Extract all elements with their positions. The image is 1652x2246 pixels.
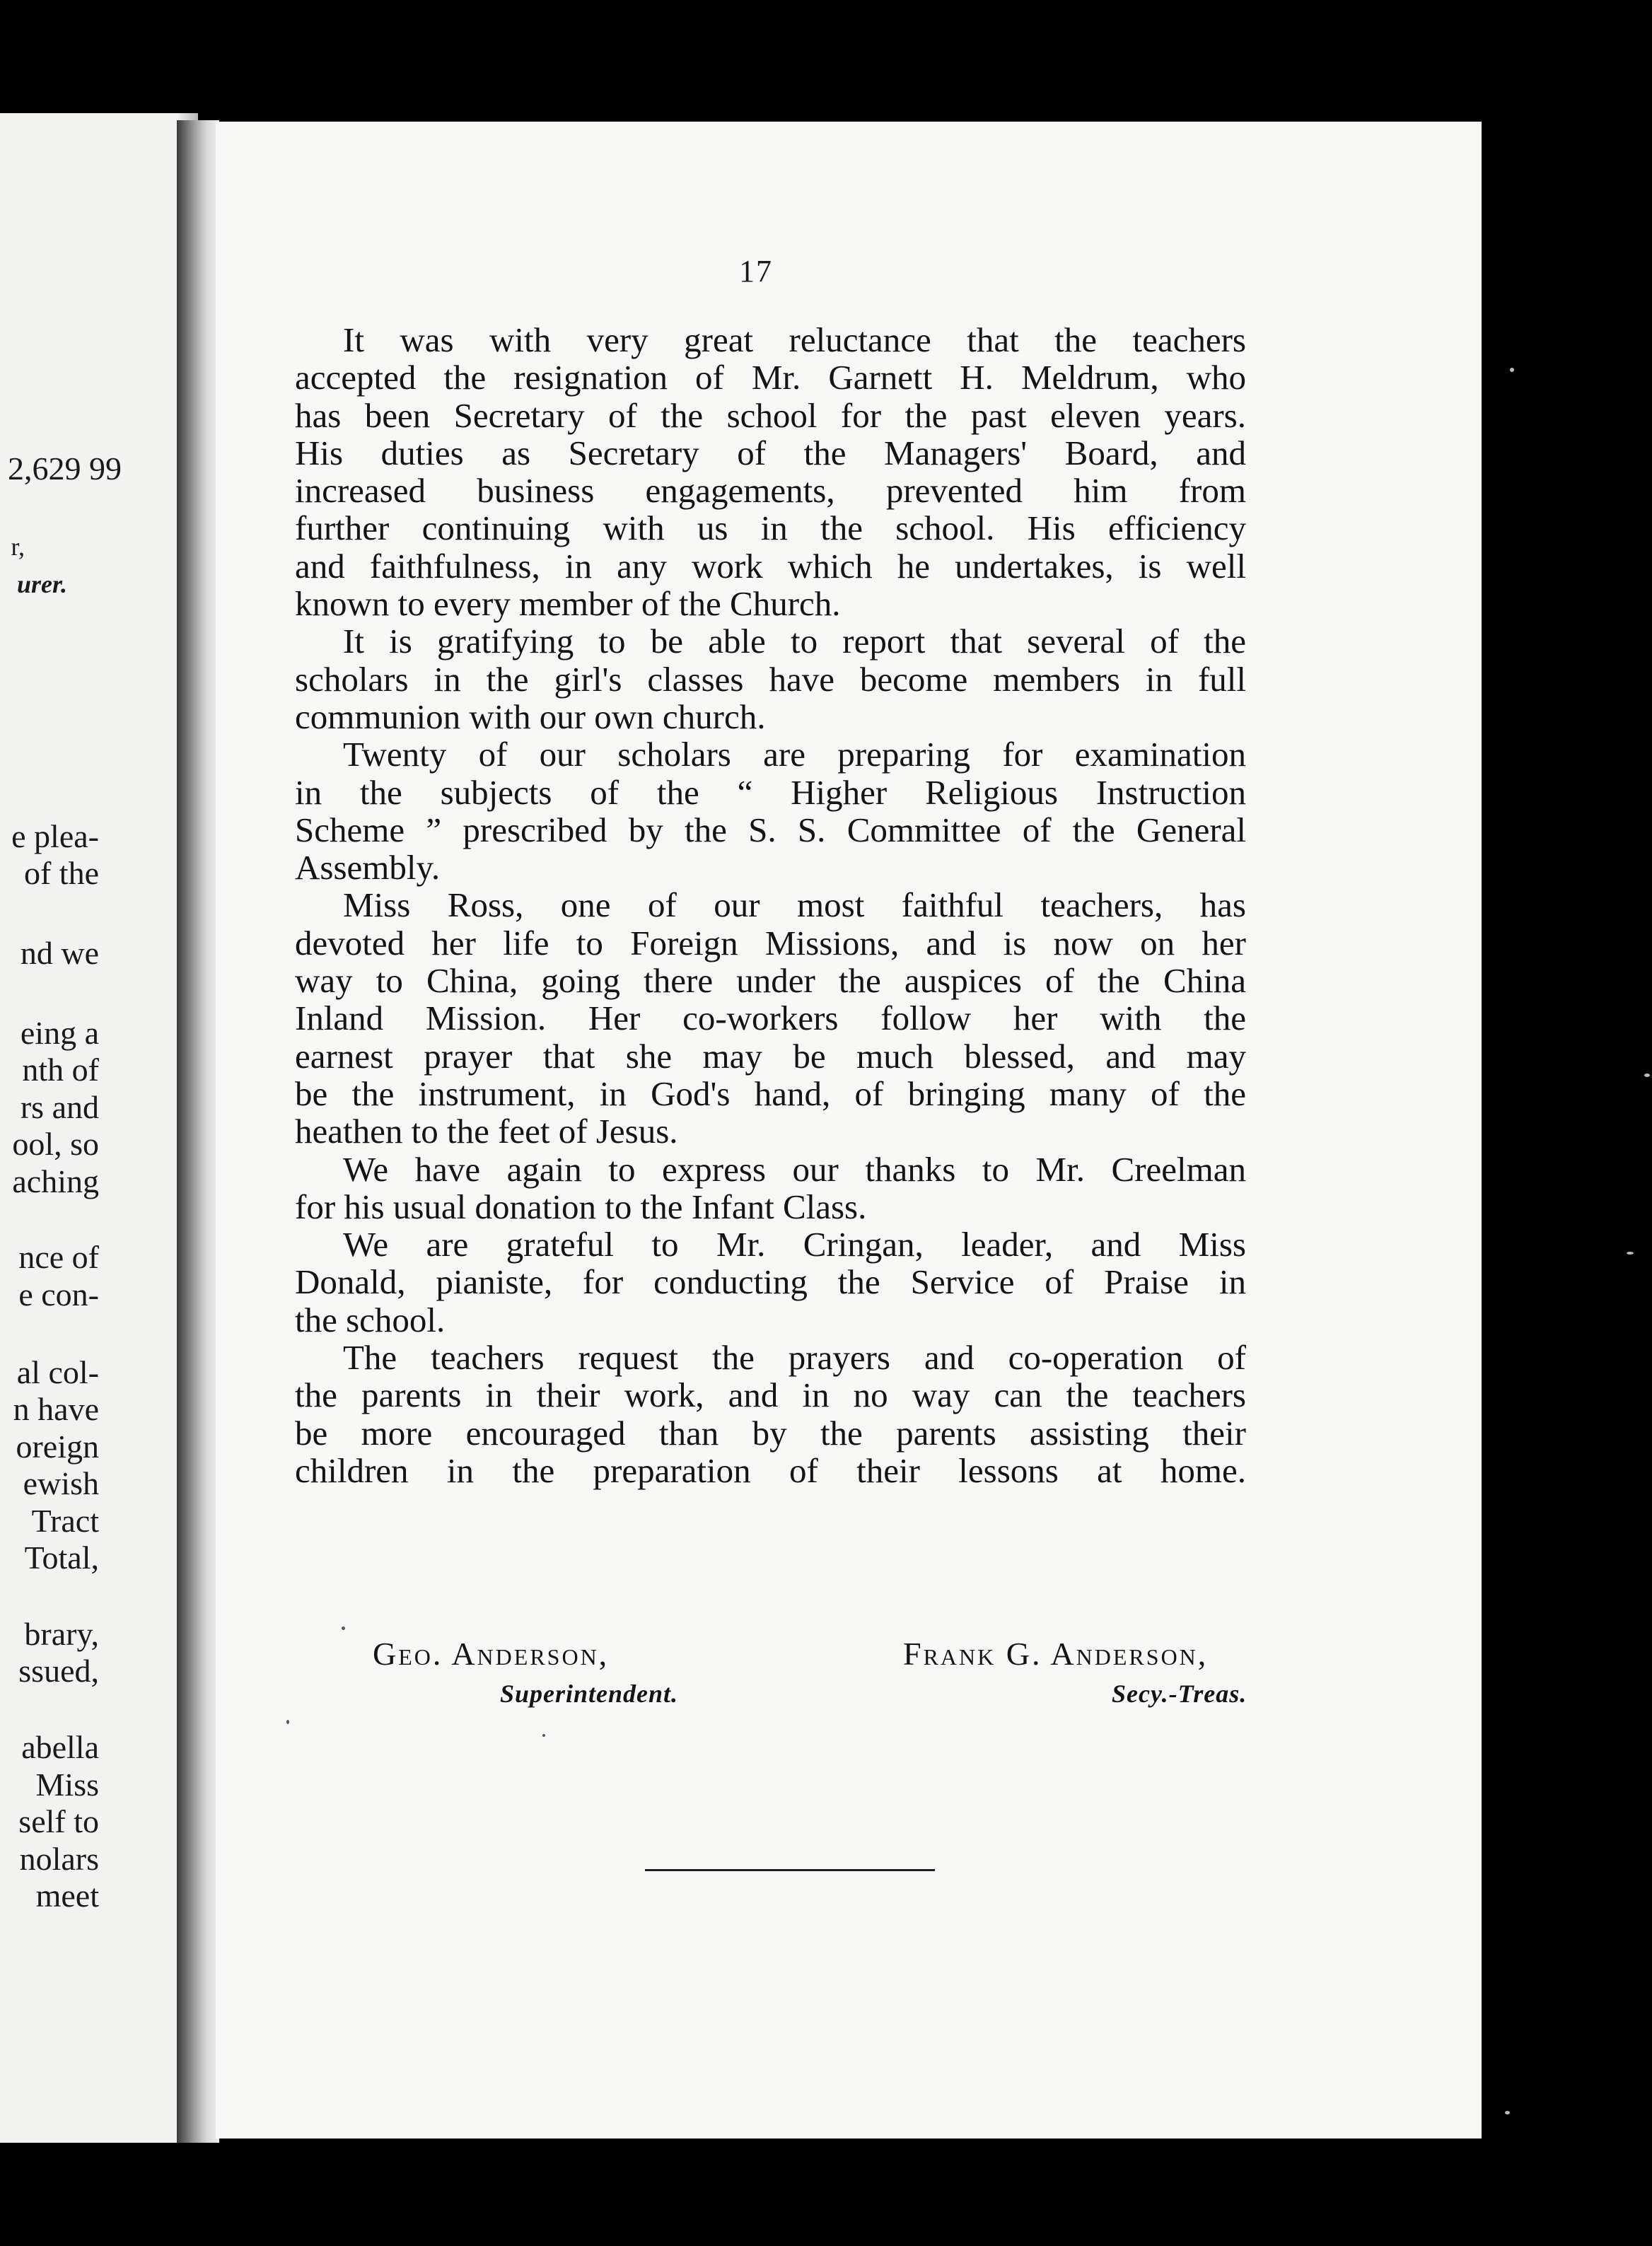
left-page-line: oreign xyxy=(16,1429,99,1465)
left-page-line: self to xyxy=(18,1803,99,1839)
text-line: Donald, pianiste, for conducting the Service of Praise in xyxy=(295,1262,1246,1302)
text-line: We have again to express our thanks to Mr. Creelman xyxy=(343,1149,1246,1189)
text-line: be the instrument, in God's hand, of bringing many of the xyxy=(295,1073,1246,1113)
paragraph xyxy=(295,1151,1246,1226)
text-line: and faithfulness, in any work which he undertakes, is well xyxy=(295,546,1246,586)
background-speck xyxy=(1505,2111,1510,2114)
text-line: Miss Ross, one of our most faithful teachers, has xyxy=(343,885,1246,925)
text-line: be more encouraged than by the parents assisting their xyxy=(295,1413,1246,1453)
text-line: for his usual donation to the Infant Class. xyxy=(295,1187,867,1226)
text-line: His duties as Secretary of the Managers' Board, and xyxy=(295,433,1246,472)
previous-page-fragment xyxy=(0,113,198,2143)
left-page-line: n have xyxy=(13,1391,99,1427)
text-line: communion with our own church. xyxy=(295,697,766,736)
text-line: known to every member of the Church. xyxy=(295,584,841,624)
text-line: way to China, going there under the auspices of the China xyxy=(295,961,1246,1001)
paragraph xyxy=(295,1339,1246,1489)
left-page-line: e con- xyxy=(18,1276,99,1313)
text-line: the school. xyxy=(295,1300,446,1339)
text-line: increased business engagements, prevented him from xyxy=(295,471,1246,511)
text-line: scholars in the girl's classes have become members in full xyxy=(295,659,1246,699)
paragraph xyxy=(295,1226,1246,1339)
signatory-name: Geo. Anderson, xyxy=(373,1636,610,1672)
left-page-line: Miss xyxy=(35,1767,99,1803)
left-page-line: of the xyxy=(23,855,99,891)
text-line: children in the preparation of their lessons at home. xyxy=(295,1450,1246,1490)
signatory-title: Secy.-Treas. xyxy=(1112,1680,1247,1708)
book-spine xyxy=(177,120,219,2143)
signatory-title: Superintendent. xyxy=(500,1680,679,1708)
text-line: It is gratifying to be able to report that several of the xyxy=(343,622,1246,661)
signature-superintendent xyxy=(373,1635,679,1708)
left-page-line: eing a xyxy=(20,1015,99,1051)
left-page-line: aching xyxy=(12,1163,99,1199)
text-line: Scheme ” prescribed by the S. S. Committee of the General xyxy=(295,810,1246,849)
background-speck xyxy=(1644,1073,1650,1077)
left-page-line: brary, xyxy=(24,1616,99,1652)
text-line: heathen to the feet of Jesus. xyxy=(295,1112,678,1151)
text-line: has been Secretary of the school for the past eleven years. xyxy=(295,395,1246,435)
paper-speck xyxy=(342,1627,345,1630)
left-page-line: nolars xyxy=(19,1841,99,1877)
left-page-line: Total, xyxy=(24,1540,99,1576)
body-text xyxy=(295,321,1246,1489)
signature-block xyxy=(295,1635,1246,1720)
left-page-line: meet xyxy=(35,1878,99,1914)
left-page-line: al col- xyxy=(16,1354,99,1390)
left-page-line: urer. xyxy=(16,570,67,598)
paragraph xyxy=(295,622,1246,735)
text-line: further continuing with us in the school. His efficiency xyxy=(295,508,1246,548)
background-speck xyxy=(1510,368,1514,372)
text-line: in the subjects of the “ Higher Religious Instruction xyxy=(295,772,1246,812)
signatory-name: Frank G. Anderson, xyxy=(903,1636,1209,1672)
paper-speck xyxy=(542,1734,545,1737)
left-page-line: Tract xyxy=(31,1503,99,1539)
text-line: The teachers request the prayers and co-operation of xyxy=(343,1338,1246,1378)
left-page-line: e plea- xyxy=(11,818,99,854)
text-line: It was with very great reluctance that the teachers xyxy=(343,320,1246,359)
paper-speck xyxy=(286,1720,289,1724)
closing-rule xyxy=(645,1869,935,1871)
left-page-line: rs and xyxy=(20,1089,99,1125)
page-number: 17 xyxy=(739,254,773,289)
paragraph xyxy=(295,886,1246,1150)
text-line: Assembly. xyxy=(295,848,441,888)
paragraph xyxy=(295,321,1246,622)
text-line: Inland Mission. Her co-workers follow her with the xyxy=(295,999,1246,1038)
signature-secretary-treasurer xyxy=(903,1635,1247,1708)
text-line: Twenty of our scholars are preparing for examination xyxy=(343,735,1246,774)
left-page-line: nce of xyxy=(18,1239,99,1275)
left-page-line: ool, so xyxy=(12,1126,99,1162)
text-line: accepted the resignation of Mr. Garnett H. Meldrum, who xyxy=(295,358,1246,397)
left-page-line: ssued, xyxy=(18,1653,99,1689)
left-page-line: 2,629 99 xyxy=(8,450,122,487)
left-page-line: nd we xyxy=(20,935,99,971)
left-page-line: nth of xyxy=(22,1052,99,1088)
paragraph xyxy=(295,735,1246,886)
left-page-line: abella xyxy=(21,1729,99,1765)
left-page-line: ewish xyxy=(23,1465,99,1501)
document-page xyxy=(216,122,1482,2139)
background-speck xyxy=(1627,1252,1634,1255)
text-line: the parents in their work, and in no way can the teachers xyxy=(295,1375,1246,1415)
text-line: earnest prayer that she may be much blessed, and may xyxy=(295,1036,1246,1076)
text-line: devoted her life to Foreign Missions, and is now on her xyxy=(295,923,1246,962)
left-page-line: r, xyxy=(11,533,25,561)
text-line: We are grateful to Mr. Cringan, leader, and Miss xyxy=(343,1225,1246,1264)
